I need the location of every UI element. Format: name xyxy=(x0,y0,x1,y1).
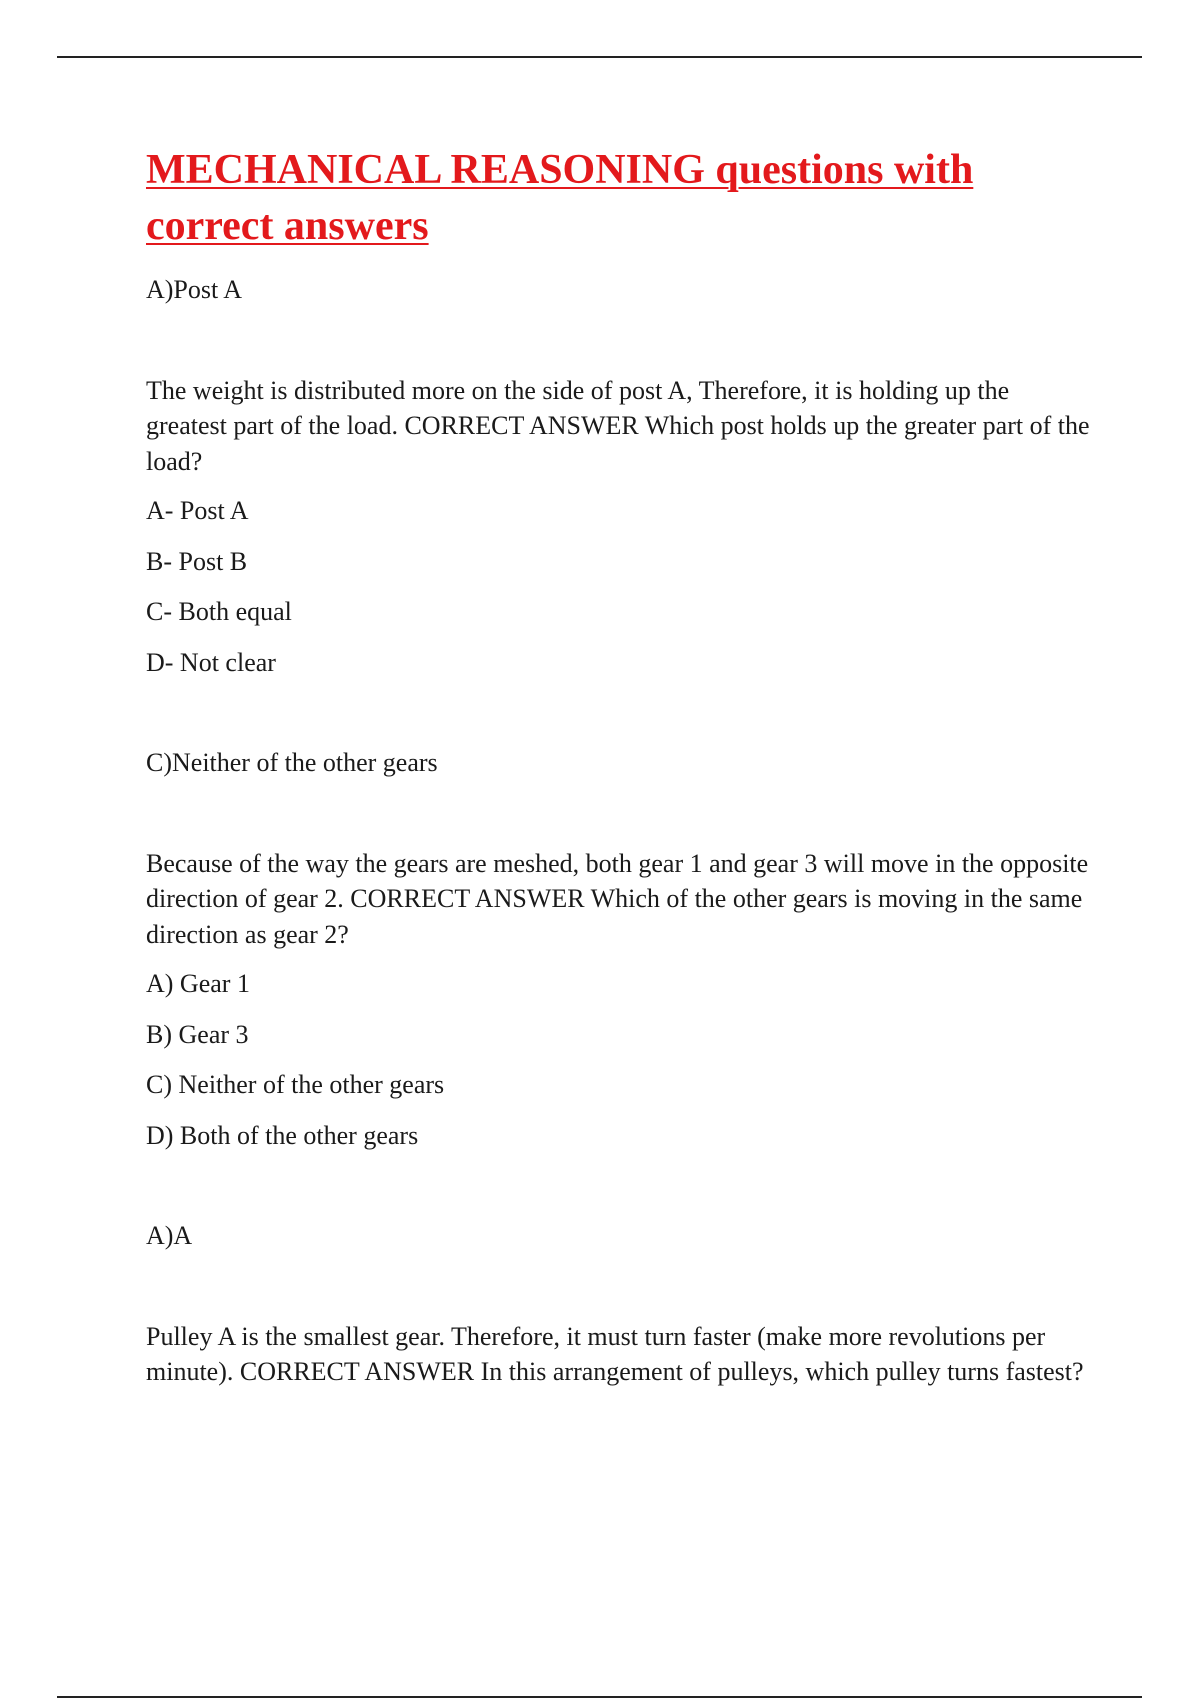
option-a: A) Gear 1 xyxy=(146,969,250,998)
question-text: Pulley A is the smallest gear. Therefore, it must turn faster (make more revolutions per minute). CORRECT ANSWER In this arrangement of pulleys, which pulley turns fastest? xyxy=(146,1321,1084,1386)
option-b: B- Post B xyxy=(146,546,248,576)
header-rule xyxy=(57,56,1142,58)
document-title: MECHANICAL REASONING questions with correct answers xyxy=(146,147,974,249)
answer-text: A)Post A xyxy=(146,275,243,304)
answer-text: A)A xyxy=(146,1221,193,1250)
option-a: A- Post A xyxy=(146,496,249,525)
option-c: C- Both equal xyxy=(146,597,292,626)
question-text: Because of the way the gears are meshed, both gear 1 and gear 3 will move in the opposite direction of gear 2. CORRECT ANSWER Which of the other gears is moving in the same direction as gear 2? xyxy=(146,848,1089,949)
option-c: C) Neither of the other gears xyxy=(146,1070,445,1099)
option-b: B) Gear 3 xyxy=(146,1019,249,1049)
option-d: D- Not clear xyxy=(146,647,276,677)
question-block-1 xyxy=(146,272,1096,680)
question-block-3 xyxy=(146,1218,1096,1390)
footer-rule xyxy=(57,1696,1142,1698)
document-body xyxy=(146,142,1096,1404)
question-text: The weight is distributed more on the side of post A, Therefore, it is holding up the greatest part of the load. CORRECT ANSWER Which post holds up the greater part of the load? xyxy=(146,375,1090,476)
question-block-2 xyxy=(146,745,1096,1153)
answer-text: C)Neither of the other gears xyxy=(146,748,438,777)
option-d: D) Both of the other gears xyxy=(146,1120,419,1150)
